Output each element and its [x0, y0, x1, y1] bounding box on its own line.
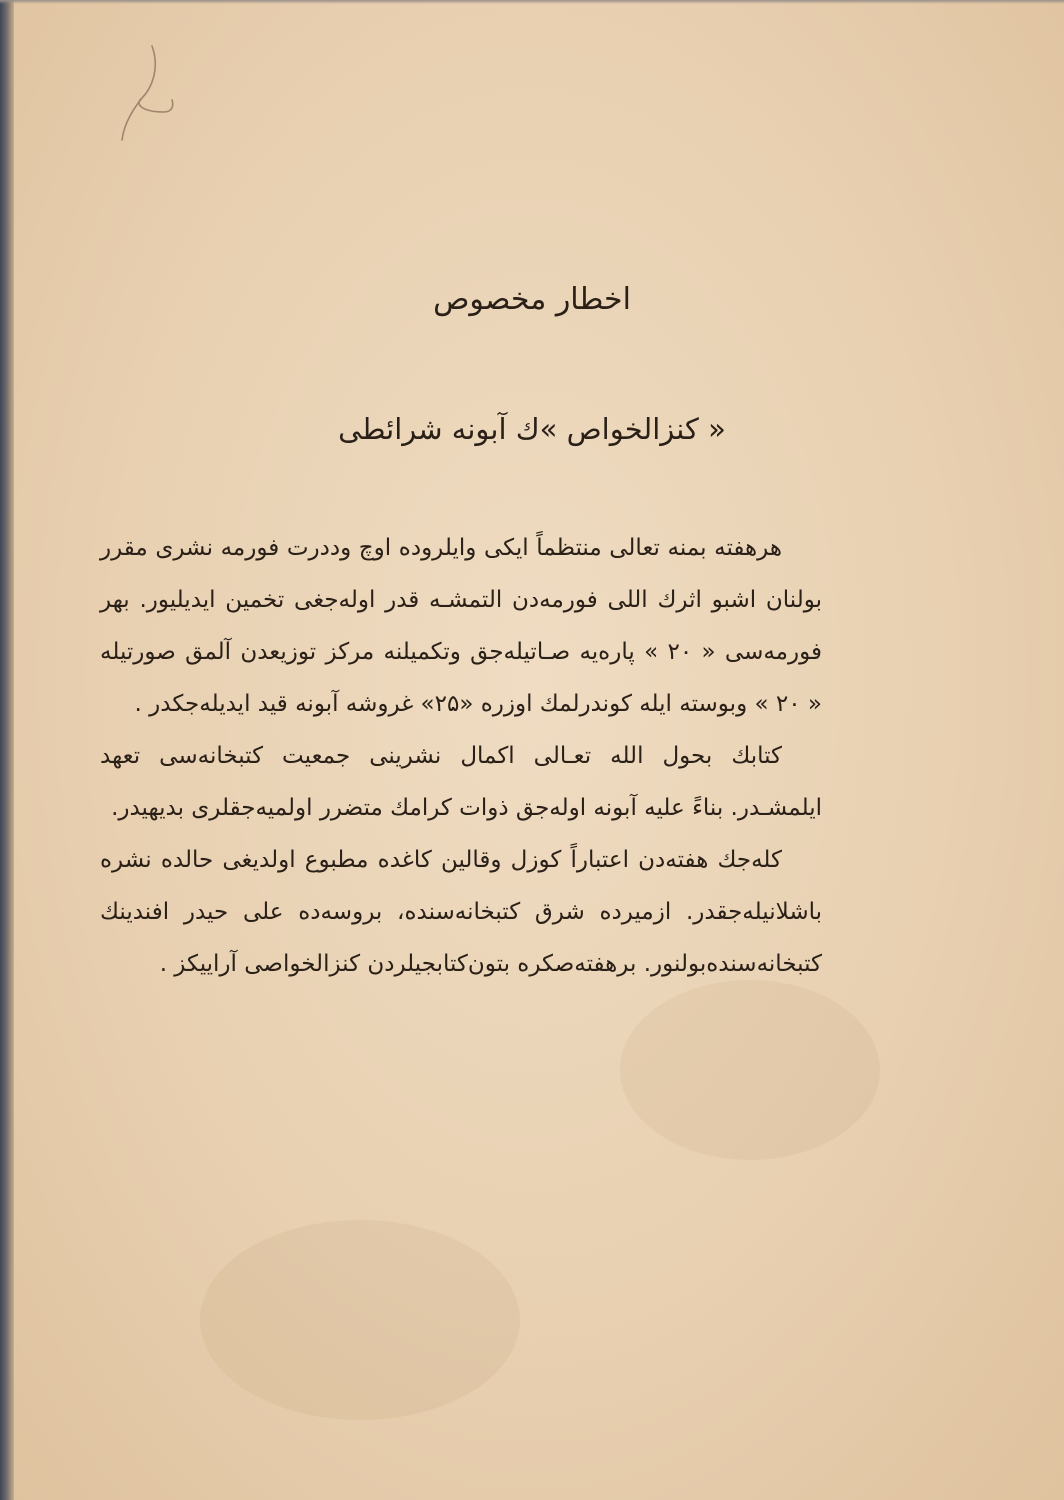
paragraph: هرهفته بمنه تعالی منتظماً ایكی وایلروده اوچ وددرت فورمه نشری مقرر بولنان اشبو اثرك اللی فورمه‌دن التمشـه قدر اوله‌جغی تخمین ایدیلیور. بهر فورمه‌سی « ۲۰ » پاره‌یه صـاتیله‌جق وتكمیلنه مركز توزیعدن آلمق صورتیله « ۲۰ » وبوسته ایله كوندرلمك اوزره «۲۵» غروشه آبونه قید ایدیله‌جكدر . — [100, 535, 822, 717]
page-title: اخطار مخصوص — [433, 282, 631, 317]
page-subtitle: « كنزالخواص »ك آبونه شرائطی — [338, 412, 726, 446]
paragraph: كله‌جك هفته‌دن اعتباراً كوزل وقالین كاغده مطبوع اولدیغی حالده نشره باشلانیله‌جقدر. ازمیرده شرق كتبخانه‌سنده، بروسه‌ده علی حیدر افندینك كتبخانه‌سنده‌بولنور. برهفته‌صكره بتون‌كتابجیلردن كنزالخواصی آرایيكز . — [100, 847, 822, 977]
body-text — [100, 522, 822, 990]
paragraph: كتابك بحول الله تعـالی اكمال نشرینی جمعیت كتبخانه‌سی تعهد ایلمشـدر. بناءً علیه آبونه اوله‌جق ذوات كرامك متضرر اولمیه‌جقلری بدیهیدر. — [100, 743, 822, 821]
binding-edge — [0, 0, 14, 1500]
paper-stain — [620, 980, 880, 1160]
paper-stain — [200, 1220, 520, 1420]
pencil-page-mark — [112, 38, 182, 148]
page-top-edge — [0, 0, 1064, 4]
